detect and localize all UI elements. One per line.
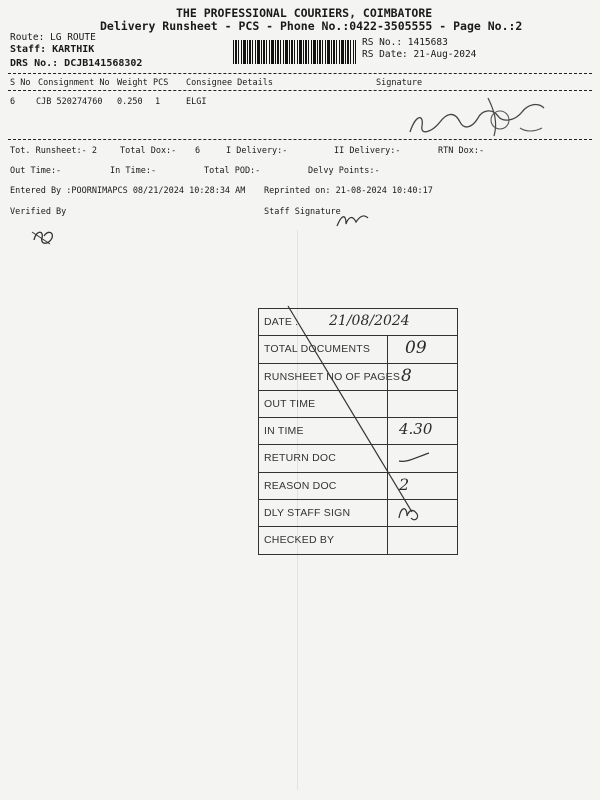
staff-signature: Staff Signature bbox=[264, 207, 341, 217]
out-time: Out Time:- bbox=[10, 166, 62, 176]
col-signature: Signature bbox=[376, 78, 423, 88]
col-pcs: PCS bbox=[153, 78, 169, 88]
stamp-label: RETURN DOC bbox=[264, 452, 336, 465]
cell-pcs: 1 bbox=[155, 97, 161, 107]
stamp-divider bbox=[387, 527, 388, 553]
stamp-label: DATE : bbox=[264, 316, 299, 328]
stamp-value: 21/08/2024 bbox=[329, 313, 410, 329]
total-dox-value: 6 bbox=[195, 146, 201, 156]
in-time: In Time:- bbox=[110, 166, 157, 176]
cell-sno: 6 bbox=[10, 97, 16, 107]
runsheet-title: Delivery Runsheet - PCS - Phone No.:0422-3505555 - Page No.:2 bbox=[100, 19, 523, 33]
stamp-value: 4.30 bbox=[399, 420, 433, 439]
divider bbox=[8, 139, 592, 140]
col-consignment: Consignment No bbox=[38, 78, 110, 88]
col-weight: Weight bbox=[117, 78, 148, 88]
total-pod: Total POD:- bbox=[204, 166, 261, 176]
staff-signature-mark bbox=[334, 208, 370, 232]
entered-by: Entered By :POORNIMAPCS 08/21/2024 10:28:34 AM bbox=[10, 186, 246, 196]
col-consignee: Consignee Details bbox=[186, 78, 273, 88]
i-delivery: I Delivery:- bbox=[226, 146, 288, 156]
cell-weight: 0.250 bbox=[117, 97, 143, 107]
stamp-label: REASON DOC bbox=[264, 479, 337, 492]
col-sno: S No bbox=[10, 78, 31, 88]
delvy-points: Delvy Points:- bbox=[308, 166, 380, 176]
drs-number: DRS No.: DCJB141568302 bbox=[10, 58, 143, 69]
verified-by: Verified By bbox=[10, 207, 67, 217]
stamp-label: OUT TIME bbox=[264, 397, 316, 410]
rs-date: RS Date: 21-Aug-2024 bbox=[362, 49, 477, 60]
divider bbox=[8, 90, 592, 91]
stamp-label: RUNSHEET NO OF PAGES bbox=[264, 370, 401, 383]
stamp-label: DLY STAFF SIGN bbox=[264, 507, 351, 520]
cell-consignment: CJB 520274760 bbox=[36, 97, 103, 107]
ii-delivery: II Delivery:- bbox=[334, 146, 401, 156]
stamp-value: 2 bbox=[399, 474, 410, 494]
stamp-value: 8 bbox=[401, 365, 412, 386]
total-dox-label: Total Dox:- bbox=[120, 146, 177, 156]
barcode bbox=[233, 40, 356, 64]
rs-number: RS No.: 1415683 bbox=[362, 37, 448, 48]
reprinted-on: Reprinted on: 21-08-2024 10:40:17 bbox=[264, 186, 433, 196]
divider bbox=[8, 73, 592, 74]
company-name: THE PROFESSIONAL COURIERS, COIMBATORE bbox=[176, 6, 433, 20]
stamp-row-checked-by bbox=[259, 527, 457, 553]
stamp-label: TOTAL DOCUMENTS bbox=[264, 343, 371, 356]
stamp-value: 09 bbox=[405, 338, 427, 359]
tot-runsheet: Tot. Runsheet:- 2 bbox=[10, 146, 97, 156]
staff-label: Staff: KARTHIK bbox=[10, 44, 95, 55]
route-label: Route: LG ROUTE bbox=[10, 32, 96, 43]
stamp-label: IN TIME bbox=[264, 425, 304, 438]
cell-consignee: ELGI bbox=[186, 97, 207, 107]
stamp-label: CHECKED BY bbox=[264, 534, 335, 547]
pen-stroke bbox=[280, 300, 420, 520]
verifier-initials bbox=[30, 226, 56, 248]
rtn-dox: RTN Dox:- bbox=[438, 146, 485, 156]
